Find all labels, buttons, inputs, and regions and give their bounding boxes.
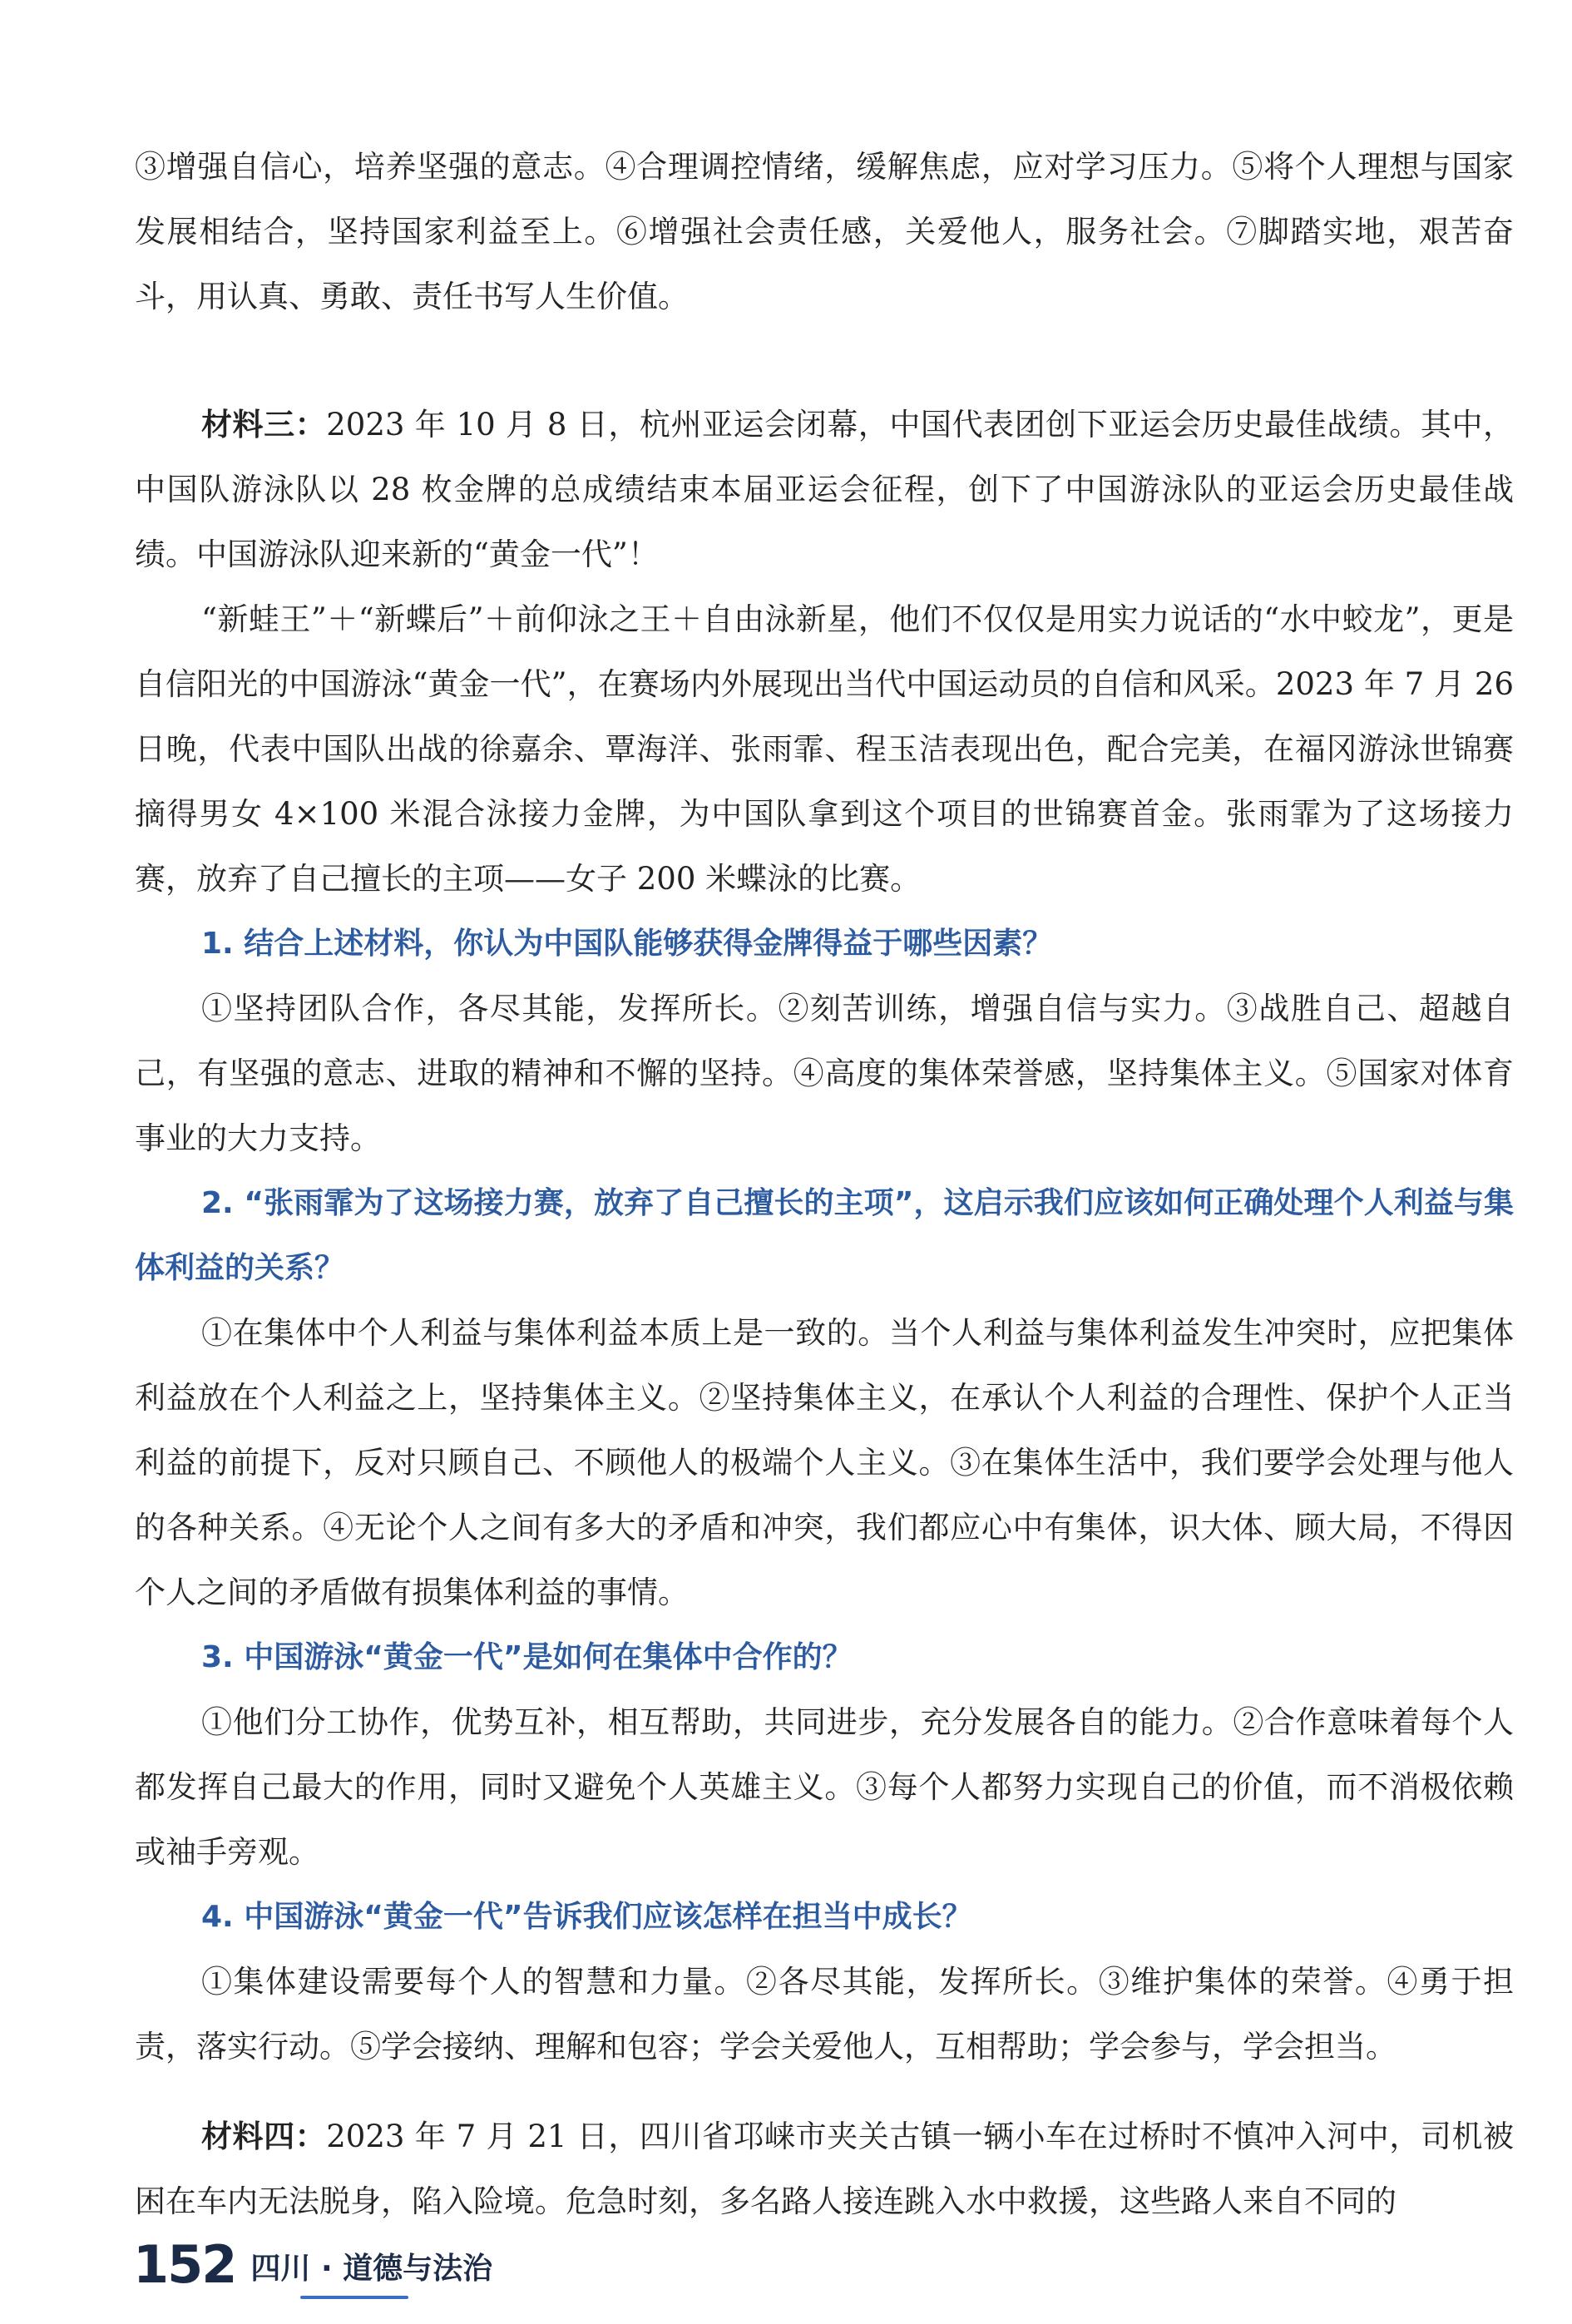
answer-paragraph: ③增强自信心，培养坚强的意志。④合理调控情绪，缓解焦虑，应对学习压力。⑤将个人理想与国家发展相结合，坚持国家利益至上。⑥增强社会责任感，关爱他人，服务社会。⑦脚踏实地，艰苦奋斗，用认真、勇敢、责任书写人生价值。: [135, 149, 1514, 314]
answer-4: ①集体建设需要每个人的智慧和力量。②各尽其能，发挥所长。③维护集体的荣誉。④勇于担责，落实行动。⑤学会接纳、理解和包容；学会关爱他人，互相帮助；学会参与，学会担当。: [135, 1964, 1514, 2064]
book-label-text: 四川 · 道德与法治: [250, 2252, 493, 2286]
material-three-paragraph-2: “新蛙王”＋“新蝶后”＋前仰泳之王＋自由泳新星，他们不仅仅是用实力说话的“水中蛟龙”，更是自信阳光的中国游泳“黄金一代”，在赛场内外展现出当代中国运动员的自信和风采。2023 年 7 月 26 日晚，代表中国队出战的徐嘉余、覃海洋、张雨霏、程玉洁表现出色，配合完美，在福冈游泳世锦赛摘得男女 4×100 米混合泳接力金牌，为中国队拿到这个项目的世锦赛首金。张雨霏为了这场接力赛，放弃了自己擅长的主项——女子 200 米蝶泳的比赛。: [135, 601, 1514, 897]
material-three-label: 材料三：: [201, 407, 327, 443]
book-label-underline: [300, 2296, 408, 2299]
material-four-label: 材料四：: [201, 2119, 327, 2154]
question-3: 3. 中国游泳“黄金一代”是如何在集体中合作的？: [201, 1640, 853, 1674]
page-number: 152: [133, 2234, 236, 2295]
question-1: 1. 结合上述材料，你认为中国队能够获得金牌得益于哪些因素？: [201, 927, 1053, 961]
question-2: 2. “张雨霏为了这场接力赛，放弃了自己擅长的主项”，这启示我们应该如何正确处理个人利益与集体利益的关系？: [135, 1186, 1514, 1285]
material-four-intro: [135, 2104, 1514, 2234]
answer-1: ①坚持团队合作，各尽其能，发挥所长。②刻苦训练，增强自信与实力。③战胜自己、超越自己，有坚强的意志、进取的精神和不懈的坚持。④高度的集体荣誉感，坚持集体主义。⑤国家对体育事业的大力支持。: [135, 991, 1514, 1156]
material-three-paragraph-1: 2023 年 10 月 8 日，杭州亚运会闭幕，中国代表团创下亚运会历史最佳战绩。其中，中国队游泳队以 28 枚金牌的总成绩结束本届亚运会征程，创下了中国游泳队的亚运会历史最佳战绩。中国游泳队迎来新的“黄金一代”！: [135, 407, 1515, 572]
book-label: [250, 2245, 492, 2291]
answer-3: ①他们分工协作，优势互补，相互帮助，共同进步，充分发展各自的能力。②合作意味着每个人都发挥自己最大的作用，同时又避免个人英雄主义。③每个人都努力实现自己的价值，而不消极依赖或袖手旁观。: [135, 1704, 1514, 1870]
page-footer: [133, 2234, 493, 2295]
material-three-intro: [135, 393, 1514, 587]
answer-2: ①在集体中个人利益与集体利益本质上是一致的。当个人利益与集体利益发生冲突时，应把集体利益放在个人利益之上，坚持集体主义。②坚持集体主义，在承认个人利益的合理性、保护个人正当利益的前提下，反对只顾自己、不顾他人的极端个人主义。③在集体生活中，我们要学会处理与他人的各种关系。④无论个人之间有多大的矛盾和冲突，我们都应心中有集体，识大体、顾大局，不得因个人之间的矛盾做有损集体利益的事情。: [135, 1315, 1514, 1610]
material-three-section: [135, 393, 1514, 2079]
material-four-section: [135, 2104, 1514, 2234]
material-four-paragraph-1: 2023 年 7 月 21 日，四川省邛崃市夹关古镇一辆小车在过桥时不慎冲入河中，司机被困在车内无法脱身，陷入险境。危急时刻，多名路人接连跳入水中救援，这些路人来自不同的: [135, 2119, 1515, 2219]
previous-answer-block: [135, 135, 1514, 329]
question-4: 4. 中国游泳“黄金一代”告诉我们应该怎样在担当中成长？: [201, 1900, 972, 1934]
